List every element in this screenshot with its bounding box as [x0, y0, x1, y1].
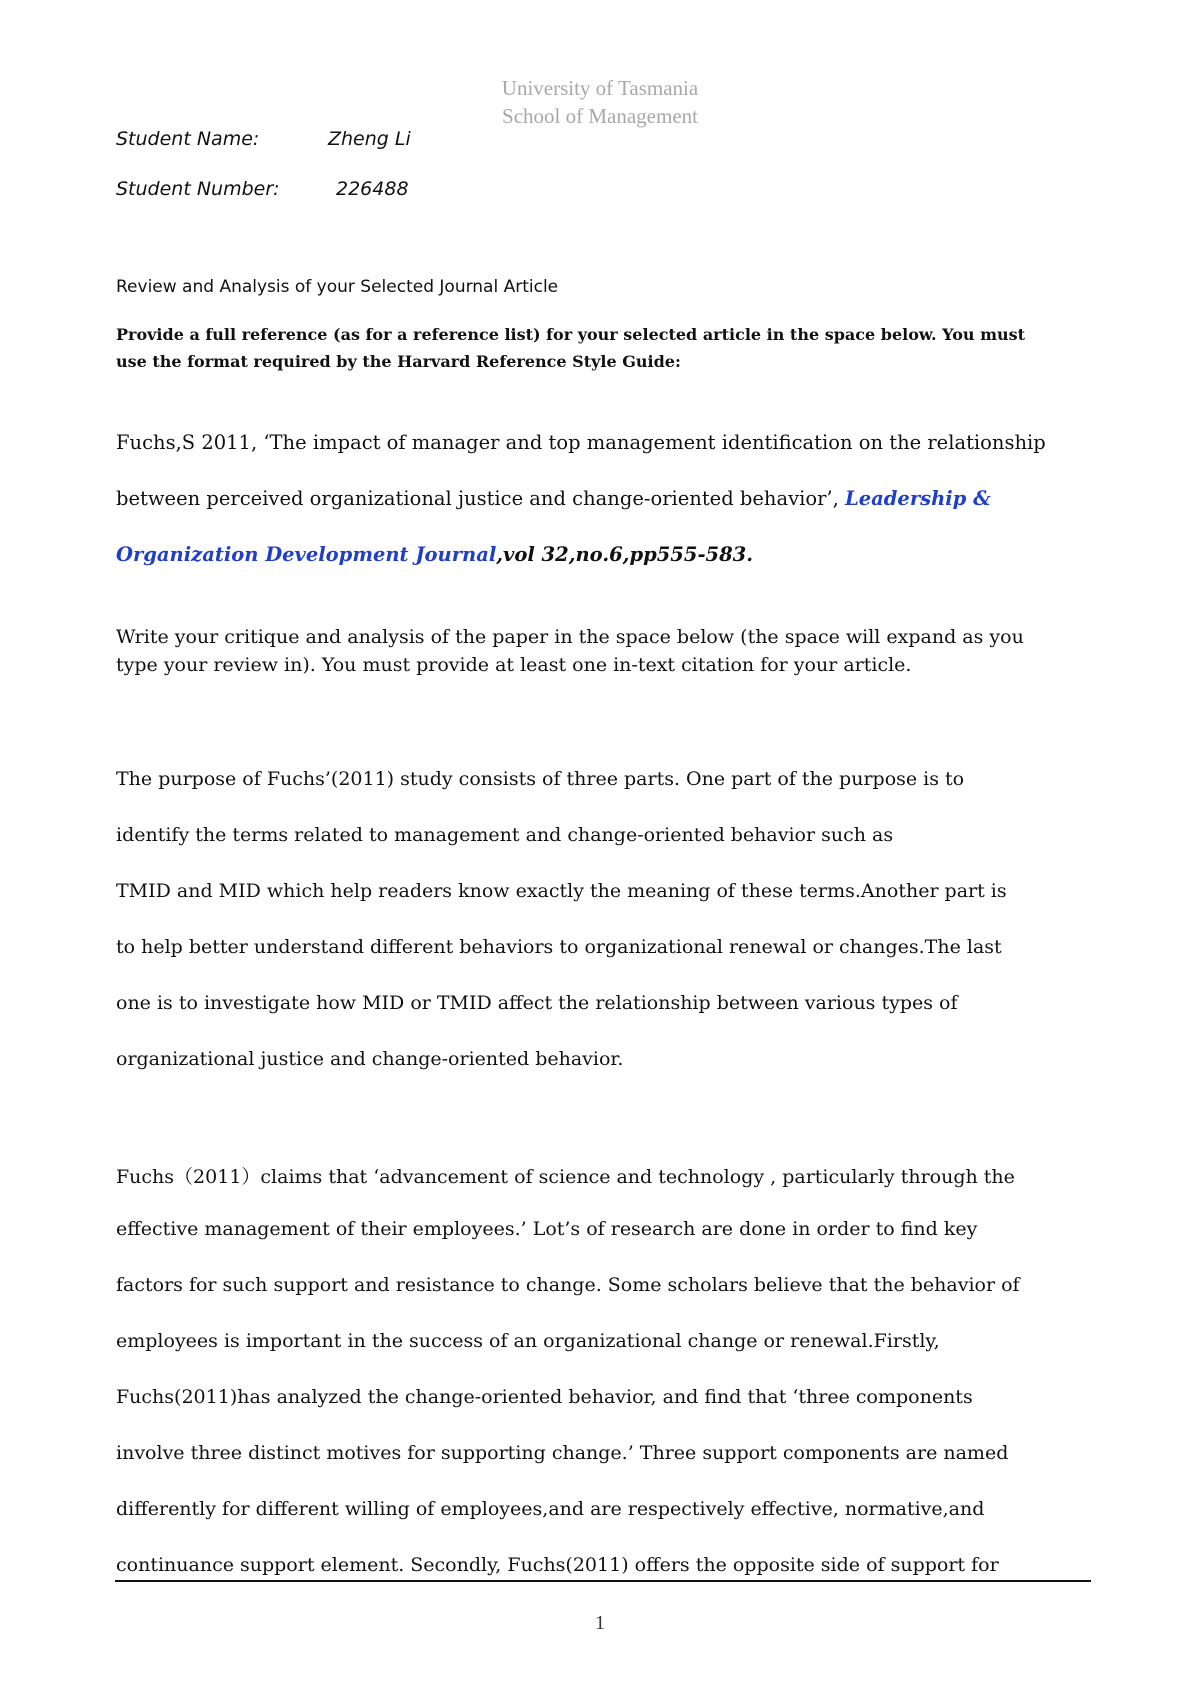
school-name: School of Management: [502, 104, 698, 128]
page-header: [0, 74, 1200, 130]
reference-text: between perceived organizational justice and change-oriented behavior’,: [116, 487, 846, 510]
reference-instructions-line: Provide a full reference (as for a reference list) for your selected article in the space below. You must: [116, 325, 1026, 344]
body-line: differently for different willing of employees,and are respectively effective, normative,and: [116, 1498, 985, 1520]
body-line: factors for such support and resistance to change. Some scholars believe that the behavior of: [116, 1274, 1020, 1296]
student-number-row: [116, 178, 409, 200]
student-number-value: 226488: [336, 178, 409, 200]
page-number: 1: [595, 1612, 605, 1634]
footer-divider: [115, 1580, 1091, 1582]
journal-title: Leadership &: [845, 487, 991, 510]
critique-instructions-line: Write your critique and analysis of the paper in the space below (the space will expand as you: [116, 626, 1024, 648]
reference-instructions: [116, 321, 1096, 375]
critique-instructions: [116, 623, 1116, 679]
reference-line: Fuchs,S 2011, ‘The impact of manager and top management identification on the relationship: [116, 431, 1046, 454]
section-title: Review and Analysis of your Selected Journal Article: [116, 277, 559, 297]
student-name-row: [116, 128, 411, 150]
reference-instructions-line: use the format required by the Harvard Reference Style Guide:: [116, 352, 681, 371]
journal-details: ,vol 32,no.6,pp555-583.: [496, 543, 754, 566]
body-line: Fuchs（2011）claims that ‘advancement of science and technology , particularly through the: [116, 1166, 1015, 1188]
journal-title: Organization Development Journal: [116, 543, 497, 566]
body-line: employees is important in the success of an organizational change or renewal.Firstly,: [116, 1330, 940, 1352]
body-line: organizational justice and change-oriented behavior.: [116, 1048, 624, 1070]
reference-line: [116, 487, 1116, 510]
body-line: The purpose of Fuchs’(2011) study consists of three parts. One part of the purpose is to: [116, 768, 965, 790]
body-line: TMID and MID which help readers know exactly the meaning of these terms.Another part is: [116, 880, 1007, 902]
university-name: University of Tasmania: [501, 76, 699, 100]
critique-instructions-line: type your review in). You must provide at least one in-text citation for your article.: [116, 654, 912, 676]
student-name-label: Student Name:: [116, 128, 260, 150]
body-line: effective management of their employees.’ Lot’s of research are done in order to find key: [116, 1218, 978, 1240]
body-line: one is to investigate how MID or TMID affect the relationship between various types of: [116, 992, 958, 1014]
body-line: involve three distinct motives for supporting change.’ Three support components are named: [116, 1442, 1009, 1464]
body-line: continuance support element. Secondly, Fuchs(2011) offers the opposite side of support for: [116, 1554, 999, 1576]
body-line: to help better understand different behaviors to organizational renewal or changes.The last: [116, 936, 1002, 958]
reference-line: [116, 543, 1116, 566]
student-name-value: Zheng Li: [328, 128, 411, 150]
student-number-label: Student Number:: [116, 178, 280, 200]
body-line: Fuchs(2011)has analyzed the change-oriented behavior, and find that ‘three components: [116, 1386, 973, 1408]
body-line: identify the terms related to management and change-oriented behavior such as: [116, 824, 894, 846]
